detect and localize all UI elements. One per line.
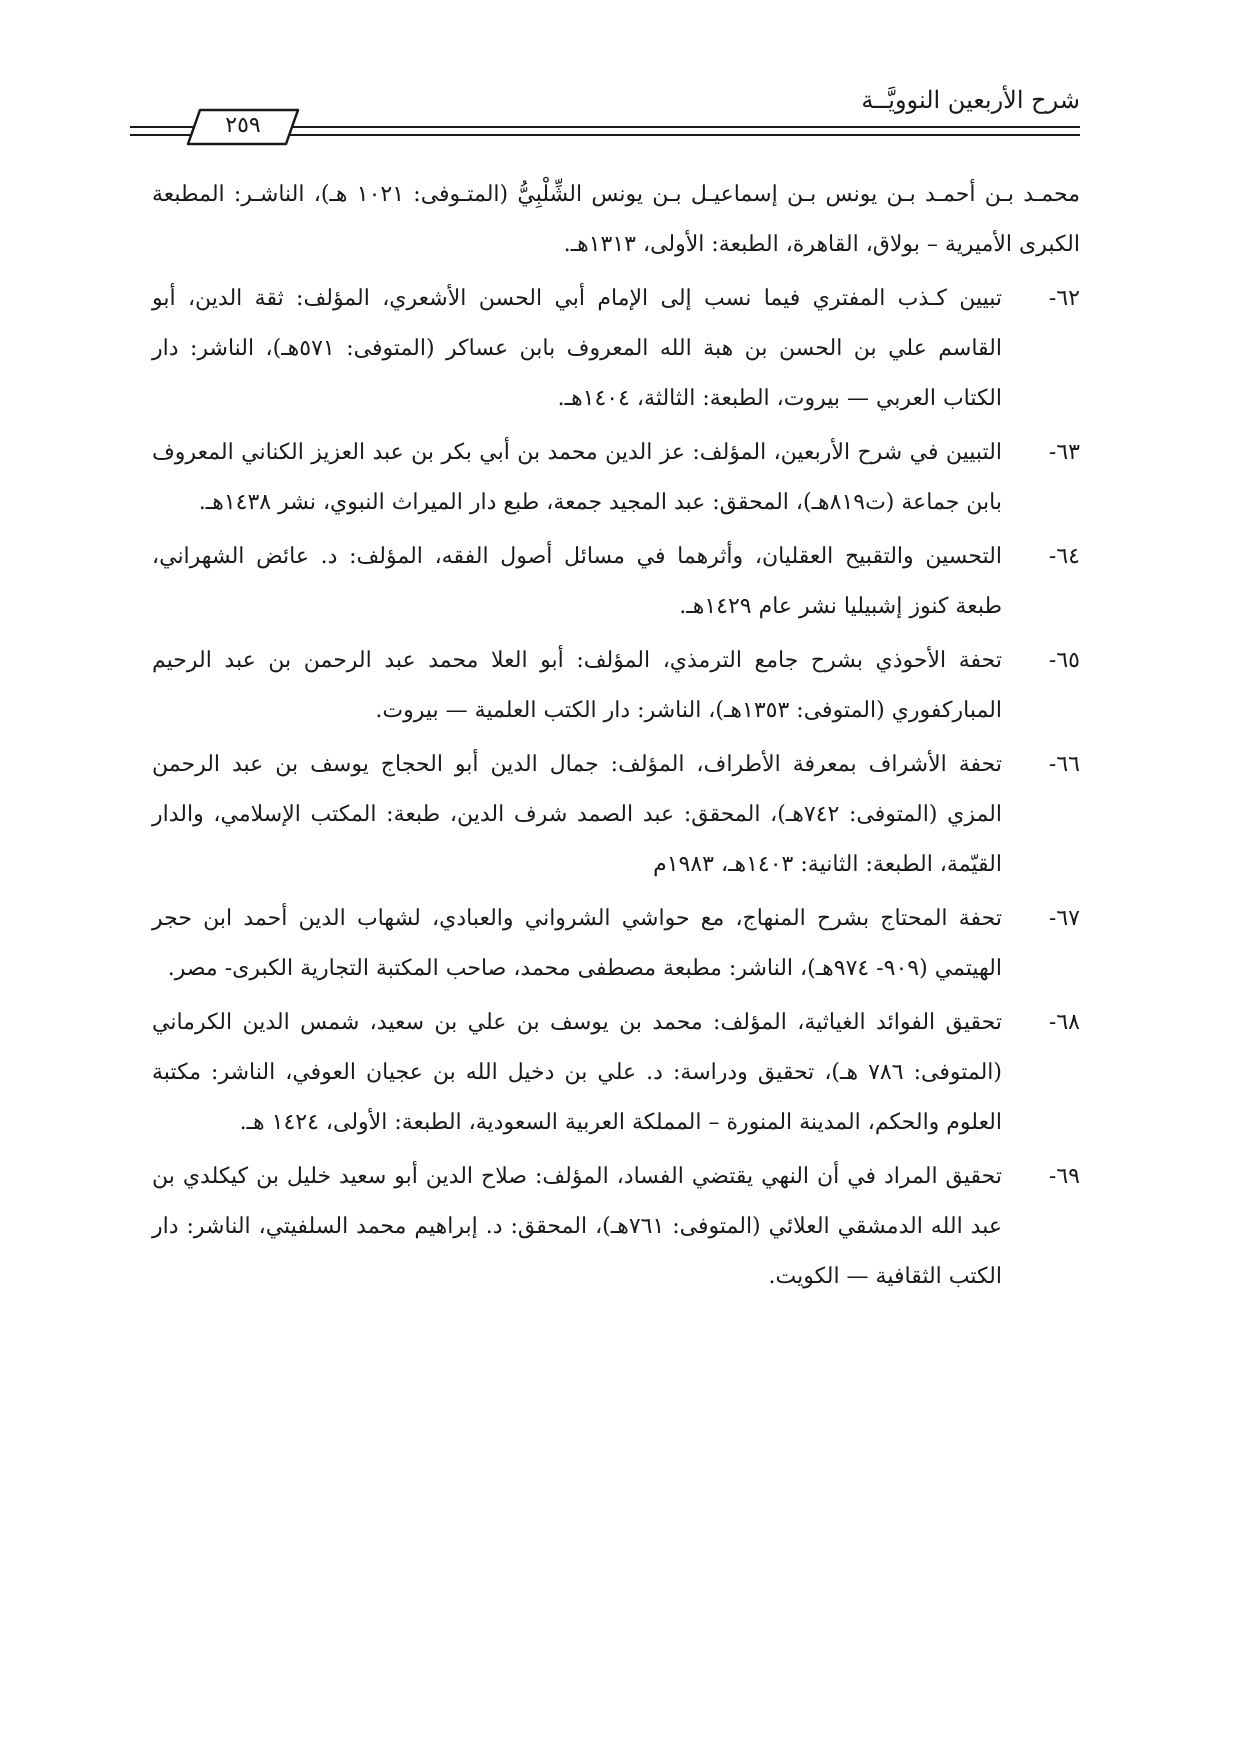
entry-number: ٦٤- (1048, 544, 1080, 569)
entry-text: تحقيق الفوائد الغياثية، المؤلف: محمد بن يوسف بن علي بن سعيد، شمس الدين الكرماني (المتوفى: ٧٨٦ هـ)، تحقيق ودراسة: د. علي بن دخيل الله بن عجيان العوفي، الناشر: مكتبة العلوم والحكم، المدينة المنورة – المملكة العربية السعودية، الطبعة: الأولى، ١٤٢٤ هـ. (152, 1010, 1002, 1135)
list-item (152, 428, 1080, 528)
list-item (152, 740, 1080, 890)
entry-number: ٦٣- (1048, 440, 1080, 465)
entry-number: ٦٨- (1048, 1010, 1080, 1035)
continued-entry-text: محمـد بـن أحمـد بـن يونس بـن إسماعيـل بـن يونس الشِّلْبِيُّ (المتـوفى: ١٠٢١ هـ)، الناشـر: المطبعة الكبرى الأميرية – بولاق، القاهرة، الطبعة: الأولى، ١٣١٣هـ. (152, 182, 1080, 257)
entry-text: التحسين والتقبيح العقليان، وأثرهما في مسائل أصول الفقه، المؤلف: د. عائض الشهراني، طبعة كنوز إشبيليا نشر عام ١٤٢٩هـ. (152, 544, 1002, 619)
entry-number: ٦٩- (1048, 1164, 1080, 1189)
entry-text: التبيين في شرح الأربعين، المؤلف: عز الدين محمد بن أبي بكر بن عبد العزيز الكناني المعروف بابن جماعة (ت٨١٩هـ)، المحقق: عبد المجيد جمعة، طبع دار الميراث النبوي، نشر ١٤٣٨هـ. (152, 440, 1002, 515)
page-number: ٢٥٩ (225, 113, 261, 138)
entry-number: ٦٦- (1048, 752, 1080, 777)
list-item (152, 532, 1080, 632)
list-item (152, 894, 1080, 994)
entry-number: ٦٢- (1048, 286, 1080, 311)
entry-text: تحفة الأشراف بمعرفة الأطراف، المؤلف: جمال الدين أبو الحجاج يوسف بن عبد الرحمن المزي (المتوفى: ٧٤٢هـ)، المحقق: عبد الصمد شرف الدين، طبعة: المكتب الإسلامي، والدار القيّمة، الطبعة: الثانية: ١٤٠٣هـ، ١٩٨٣م (152, 752, 1002, 877)
entry-text: تبيين كـذب المفتري فيما نسب إلى الإمام أبي الحسن الأشعري، المؤلف: ثقة الدين، أبو القاسم علي بن الحسن بن هبة الله المعروف بابن عساكر (المتوفى: ٥٧١هـ)، الناشر: دار الكتاب العربي — بيروت، الطبعة: الثالثة، ١٤٠٤هـ. (152, 286, 1002, 411)
entry-number: ٦٥- (1048, 648, 1080, 673)
entry-text: تحفة الأحوذي بشرح جامع الترمذي، المؤلف: أبو العلا محمد عبد الرحمن بن عبد الرحيم المباركفوري (المتوفى: ١٣٥٣هـ)، الناشر: دار الكتب العلمية — بيروت. (152, 648, 1002, 723)
entry-text: تحفة المحتاج بشرح المنهاج، مع حواشي الشرواني والعبادي، لشهاب الدين أحمد ابن حجر الهيتمي (٩٠٩- ٩٧٤هـ)، الناشر: مطبعة مصطفى محمد، صاحب المكتبة التجارية الكبرى- مصر. (152, 906, 1002, 981)
bibliography (152, 170, 1080, 1302)
list-item (152, 998, 1080, 1148)
entry-text: تحقيق المراد في أن النهي يقتضي الفساد، المؤلف: صلاح الدين أبو سعيد خليل بن كيكلدي بن عبد الله الدمشقي العلائي (المتوفى: ٧٦١هـ)، المحقق: د. إبراهيم محمد السلفيتي، الناشر: دار الكتب الثقافية — الكويت. (152, 1164, 1002, 1289)
entry-number: ٦٧- (1048, 906, 1080, 931)
list-item (152, 274, 1080, 424)
page-header (130, 82, 1080, 144)
list-item (152, 1152, 1080, 1302)
list-item (152, 636, 1080, 736)
running-title: شرح الأربعين النوويَّــة (861, 86, 1080, 114)
